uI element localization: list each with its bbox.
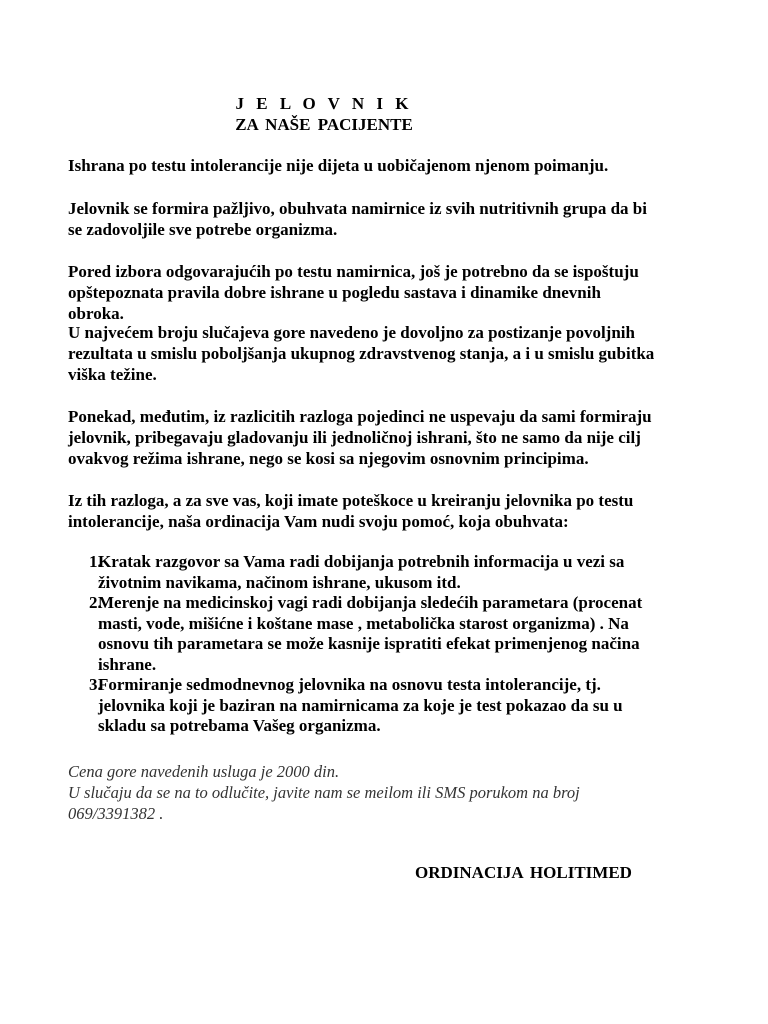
list-item-number: 2.	[89, 593, 102, 612]
pricing-line: Cena gore navedenih usluga je 2000 din.	[68, 762, 340, 781]
paragraph-results: U najvećem broju slučajeva gore navedeno je dovoljno za postizanje povoljnih rezultata u smislu poboljšanja ukupnog zdravstvenog stanja, a i u smislu gubitka viška težine.	[68, 323, 655, 384]
contact-line: U slučaju da se na to odlučite, javite nam se meilom ili SMS porukom na broj 069/3391382 .	[68, 783, 580, 823]
list-item-number: 3.	[89, 675, 102, 694]
list-item-text: Kratak razgovor sa Vama radi dobijanja potrebnih informacija u vezi sa životnim navikama, načinom ishrane, ukusom itd.	[98, 552, 625, 592]
list-item	[68, 675, 658, 737]
list-item-text: Formiranje sedmodnevnog jelovnika na osnovu testa intolerancije, tj. jelovnika koji je baziran na namirnicama za koje je test pokazao da su u skladu sa potrebama Vašeg organizma.	[98, 675, 623, 735]
document-title: J E L O V N I K	[235, 94, 413, 113]
paragraph-problems: Ponekad, međutim, iz razlicitih razloga pojedinci ne uspevaju da sami formiraju jelovnik, pribegavaju gladovanju ili jednoličnoj ishrani, što ne samo da nije cilj ovakvog režima ishrane, nego se kosi sa njegovim osnovnim principima.	[68, 407, 652, 468]
paragraph-rules: Pored izbora odgovarajućih po testu namirnica, još je potrebno da se ispoštuju opštepoznata pravila dobre ishrane u pogledu sastava i dinamike dnevnih obroka.	[68, 262, 639, 323]
list-item	[68, 593, 658, 675]
list-item-number: 1.	[89, 552, 102, 571]
services-list	[68, 552, 658, 737]
document-subtitle: ZA NAŠE PACIJENTE	[235, 115, 413, 134]
paragraph-formation: Jelovnik se formira pažljivo, obuhvata namirnice iz svih nutritivnih grupa da bi se zadovoljile sve potrebe organizma.	[68, 199, 647, 239]
list-item	[68, 552, 658, 593]
paragraph-intro: Ishrana po testu intolerancije nije dijeta u uobičajenom njenom poimanju.	[68, 156, 609, 175]
paragraph-offer: Iz tih razloga, a za sve vas, koji imate poteškoce u kreiranju jelovnika po testu intolerancije, naša ordinacija Vam nudi svoju pomoć, koja obuhvata:	[68, 491, 634, 531]
list-item-text: Merenje na medicinskoj vagi radi dobijanja sledećih parametara (procenat masti, vode, mišićne i koštane mase , metabolička starost organizma) . Na osnovu tih parametara se može kasnije ispratiti efekat primenjenog načina ishrane.	[98, 593, 643, 674]
signature: ORDINACIJA HOLITIMED	[415, 863, 632, 882]
